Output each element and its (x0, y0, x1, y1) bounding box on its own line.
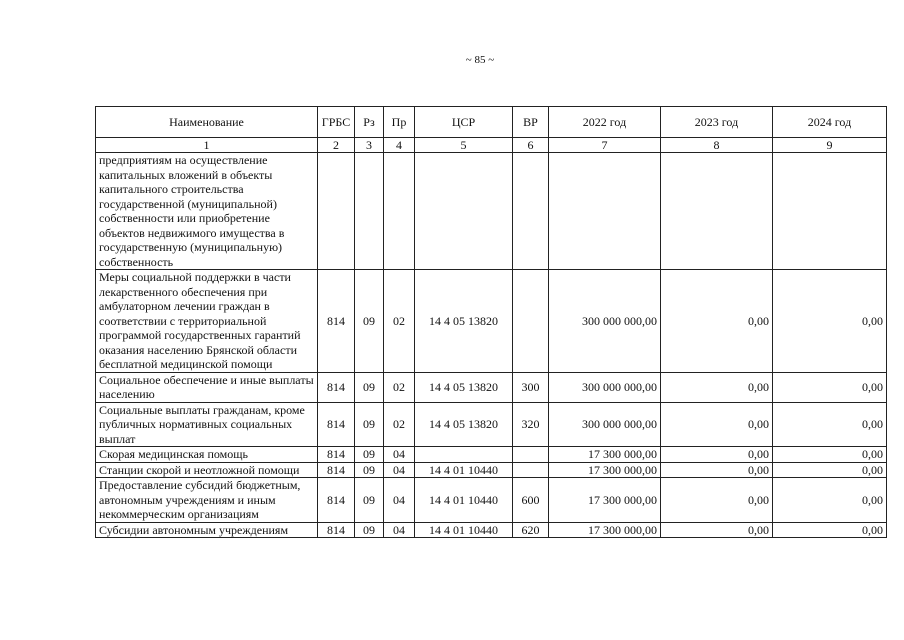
row-2022: 17 300 000,00 (549, 447, 661, 463)
row-name: Социальное обеспечение и иные выплаты населению (96, 372, 318, 402)
row-2023: 0,00 (661, 447, 773, 463)
page-number: ~ 85 ~ (465, 54, 495, 66)
column-number: 8 (661, 138, 773, 153)
column-number: 7 (549, 138, 661, 153)
row-grbs: 814 (318, 447, 355, 463)
row-2022: 17 300 000,00 (549, 522, 661, 538)
row-pr: 04 (384, 447, 415, 463)
header-rz: Рз (355, 107, 384, 138)
column-number: 3 (355, 138, 384, 153)
row-rz (355, 153, 384, 270)
row-rz: 09 (355, 402, 384, 447)
row-2022: 17 300 000,00 (549, 462, 661, 478)
row-vr (513, 447, 549, 463)
row-name: Скорая медицинская помощь (96, 447, 318, 463)
row-vr (513, 153, 549, 270)
header-grbs: ГРБС (318, 107, 355, 138)
row-2024: 0,00 (773, 270, 887, 373)
column-number: 5 (415, 138, 513, 153)
row-vr (513, 270, 549, 373)
row-2022: 300 000 000,00 (549, 270, 661, 373)
row-2024: 0,00 (773, 522, 887, 538)
row-2024: 0,00 (773, 447, 887, 463)
row-pr: 04 (384, 522, 415, 538)
row-vr: 300 (513, 372, 549, 402)
row-name: Станции скорой и неотложной помощи (96, 462, 318, 478)
row-rz: 09 (355, 478, 384, 523)
table-row (96, 153, 887, 270)
row-vr: 600 (513, 478, 549, 523)
table-row (96, 462, 887, 478)
column-number: 2 (318, 138, 355, 153)
table-row (96, 402, 887, 447)
table-row (96, 522, 887, 538)
row-csr (415, 153, 513, 270)
row-2024: 0,00 (773, 462, 887, 478)
row-name: Предоставление субсидий бюджетным, автономным учреждениям и иным некоммерческим организациям (96, 478, 318, 523)
row-pr: 04 (384, 478, 415, 523)
header-row (96, 107, 887, 138)
row-vr: 620 (513, 522, 549, 538)
column-number: 4 (384, 138, 415, 153)
row-csr: 14 4 05 13820 (415, 372, 513, 402)
table-row (96, 372, 887, 402)
header-pr: Пр (384, 107, 415, 138)
column-number: 6 (513, 138, 549, 153)
row-rz: 09 (355, 270, 384, 373)
row-csr (415, 447, 513, 463)
row-2022: 300 000 000,00 (549, 372, 661, 402)
header-name: Наименование (96, 107, 318, 138)
table-body (96, 153, 887, 538)
column-number: 9 (773, 138, 887, 153)
table-header (96, 107, 887, 153)
row-rz: 09 (355, 522, 384, 538)
table-row (96, 270, 887, 373)
row-name: Социальные выплаты гражданам, кроме публичных нормативных социальных выплат (96, 402, 318, 447)
row-rz: 09 (355, 447, 384, 463)
row-pr: 02 (384, 372, 415, 402)
row-2022 (549, 153, 661, 270)
row-grbs: 814 (318, 372, 355, 402)
row-2023: 0,00 (661, 270, 773, 373)
row-2023: 0,00 (661, 372, 773, 402)
row-pr: 02 (384, 270, 415, 373)
header-2023: 2023 год (661, 107, 773, 138)
row-2022: 300 000 000,00 (549, 402, 661, 447)
row-grbs: 814 (318, 462, 355, 478)
row-csr: 14 4 05 13820 (415, 270, 513, 373)
budget-table (95, 106, 887, 538)
header-2022: 2022 год (549, 107, 661, 138)
row-2024: 0,00 (773, 402, 887, 447)
row-2024: 0,00 (773, 372, 887, 402)
row-pr: 04 (384, 462, 415, 478)
row-2024 (773, 153, 887, 270)
table-row (96, 478, 887, 523)
header-csr: ЦСР (415, 107, 513, 138)
row-2024: 0,00 (773, 478, 887, 523)
row-name: Меры социальной поддержки в части лекарственного обеспечения при амбулаторном лечении граждан в соответствии с территориальной программой государственных гарантий оказания населению Брянской области бесплатной медицинской помощи (96, 270, 318, 373)
row-grbs: 814 (318, 402, 355, 447)
row-vr: 320 (513, 402, 549, 447)
row-grbs (318, 153, 355, 270)
row-pr: 02 (384, 402, 415, 447)
row-vr (513, 462, 549, 478)
column-number: 1 (96, 138, 318, 153)
row-2023: 0,00 (661, 478, 773, 523)
row-2023 (661, 153, 773, 270)
row-grbs: 814 (318, 522, 355, 538)
row-grbs: 814 (318, 270, 355, 373)
row-pr (384, 153, 415, 270)
row-name: Субсидии автономным учреждениям (96, 522, 318, 538)
row-rz: 09 (355, 462, 384, 478)
row-name: предприятиям на осуществление капитальных вложений в объекты капитального строительства государственной (муниципальной) собственности или приобретение объектов недвижимого имущества в государственную (муниципальную) собственность (96, 153, 318, 270)
row-csr: 14 4 05 13820 (415, 402, 513, 447)
table-row (96, 447, 887, 463)
row-rz: 09 (355, 372, 384, 402)
row-csr: 14 4 01 10440 (415, 522, 513, 538)
row-2023: 0,00 (661, 402, 773, 447)
header-vr: ВР (513, 107, 549, 138)
row-2023: 0,00 (661, 462, 773, 478)
row-2023: 0,00 (661, 522, 773, 538)
row-csr: 14 4 01 10440 (415, 478, 513, 523)
row-grbs: 814 (318, 478, 355, 523)
row-2022: 17 300 000,00 (549, 478, 661, 523)
header-2024: 2024 год (773, 107, 887, 138)
column-number-row (96, 138, 887, 153)
row-csr: 14 4 01 10440 (415, 462, 513, 478)
